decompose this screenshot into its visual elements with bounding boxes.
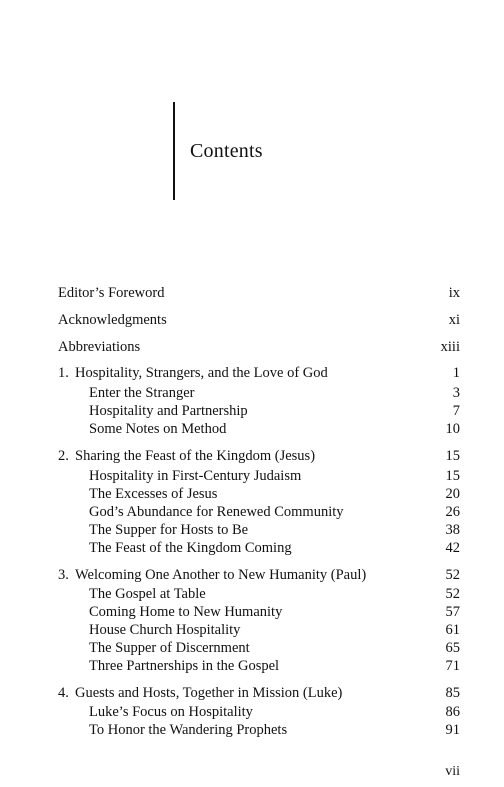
toc-page-number: 52 xyxy=(445,567,460,583)
toc-section[interactable] xyxy=(58,384,460,402)
toc-section[interactable] xyxy=(58,402,460,420)
toc-page-number: 61 xyxy=(445,622,460,638)
toc-page-number: 20 xyxy=(445,486,460,502)
toc-page-number: 65 xyxy=(445,640,460,656)
toc-entry-label: Acknowledgments xyxy=(58,312,167,328)
toc-chapter-1[interactable] xyxy=(58,364,460,382)
toc-section[interactable] xyxy=(58,657,460,675)
toc-entry-label: Abbreviations xyxy=(58,339,141,355)
chapter-number: 4. xyxy=(58,685,69,701)
toc-page-number: 1 xyxy=(452,365,460,381)
toc-section-label: The Supper for Hosts to Be xyxy=(89,522,249,538)
toc-page-number: 91 xyxy=(445,722,460,738)
toc-chapter-3[interactable] xyxy=(58,566,460,584)
toc-page-number: ix xyxy=(448,285,460,301)
page-folio: vii xyxy=(445,764,460,779)
chapter-number: 1. xyxy=(58,365,69,381)
toc-section-label: To Honor the Wandering Prophets xyxy=(89,722,288,738)
toc-page-number: 10 xyxy=(445,421,460,437)
toc-page-number: 15 xyxy=(445,468,460,484)
toc-page-number: xiii xyxy=(440,339,460,355)
toc-entry-abbreviations[interactable] xyxy=(58,338,460,356)
toc-chapter-label xyxy=(58,684,342,702)
toc-section[interactable] xyxy=(58,539,460,557)
chapter-title: Guests and Hosts, Together in Mission (Luke) xyxy=(75,685,343,701)
toc-page-number: 15 xyxy=(445,448,460,464)
toc-page-number: 52 xyxy=(445,586,460,602)
toc-section-label: The Supper of Discernment xyxy=(89,640,250,656)
toc-section[interactable] xyxy=(58,503,460,521)
toc-section-label: The Excesses of Jesus xyxy=(89,486,218,502)
toc-section-label: Coming Home to New Humanity xyxy=(89,604,283,620)
toc-section[interactable] xyxy=(58,721,460,739)
toc-section-label: The Feast of the Kingdom Coming xyxy=(89,540,292,556)
chapter-number: 3. xyxy=(58,567,69,583)
toc-entry-editors-foreword[interactable] xyxy=(58,284,460,302)
page-title: Contents xyxy=(190,140,263,162)
toc-section-label: House Church Hospitality xyxy=(89,622,241,638)
vertical-rule xyxy=(173,102,175,200)
toc-section[interactable] xyxy=(58,420,460,438)
toc-section-label: Some Notes on Method xyxy=(89,421,227,437)
toc-page-number: 86 xyxy=(445,704,460,720)
toc-page-number: 7 xyxy=(452,403,460,419)
toc-section[interactable] xyxy=(58,467,460,485)
toc-section[interactable] xyxy=(58,521,460,539)
toc-page-number: 3 xyxy=(452,385,460,401)
toc-page-number: 57 xyxy=(445,604,460,620)
toc-chapter-label xyxy=(58,566,366,584)
toc-chapter-2[interactable] xyxy=(58,447,460,465)
toc-section-label: Luke’s Focus on Hospitality xyxy=(89,704,253,720)
toc-section[interactable] xyxy=(58,639,460,657)
chapter-title: Welcoming One Another to New Humanity (Paul) xyxy=(75,567,367,583)
toc-page-number: xi xyxy=(448,312,460,328)
toc-section-label: Three Partnerships in the Gospel xyxy=(89,658,280,674)
toc-section-label: God’s Abundance for Renewed Community xyxy=(89,504,344,520)
toc-chapter-4[interactable] xyxy=(58,684,460,702)
toc-section[interactable] xyxy=(58,603,460,621)
chapter-title: Hospitality, Strangers, and the Love of God xyxy=(75,365,328,381)
toc-entry-acknowledgments[interactable] xyxy=(58,311,460,329)
chapter-title: Sharing the Feast of the Kingdom (Jesus) xyxy=(75,448,316,464)
toc-section[interactable] xyxy=(58,485,460,503)
toc-section-label: Hospitality in First-Century Judaism xyxy=(89,468,302,484)
toc-section-label: The Gospel at Table xyxy=(89,586,206,602)
toc-page-number: 85 xyxy=(445,685,460,701)
toc-page-number: 38 xyxy=(445,522,460,538)
toc-page-number: 26 xyxy=(445,504,460,520)
toc-entry-label: Editor’s Foreword xyxy=(58,285,165,301)
toc-section[interactable] xyxy=(58,585,460,603)
toc-chapter-label xyxy=(58,447,315,465)
toc-section[interactable] xyxy=(58,621,460,639)
toc-chapter-label xyxy=(58,364,328,382)
toc-section-label: Enter the Stranger xyxy=(89,385,195,401)
toc-section[interactable] xyxy=(58,703,460,721)
chapter-number: 2. xyxy=(58,448,69,464)
toc-page-number: 71 xyxy=(445,658,460,674)
toc-page-number: 42 xyxy=(445,540,460,556)
toc-section-label: Hospitality and Partnership xyxy=(89,403,248,419)
